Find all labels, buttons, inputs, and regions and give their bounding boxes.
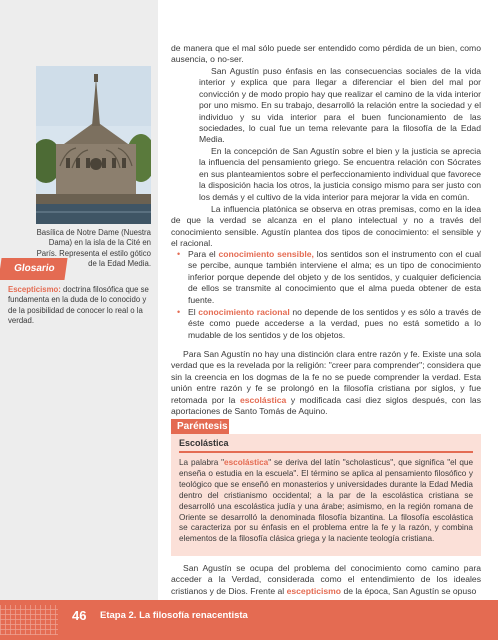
paragraph-6: San Agustín se ocupa del problema del conocimiento como camino para acceder a la Verdad, considerada como el entendimiento de los ideales cristianos y de Dios. Frente al escepticismo de la época, San Agustín se opuso: [171, 563, 481, 596]
paragraph-4: La influencia platónica se observa en otras premisas, como en la idea de que la verdad se alcanza en el plano intelectual y no a través del conocimiento sensible. Agustín plantea dos tipos de conocimiento: el sensible y el racional.: [171, 204, 481, 249]
footer-pattern: [0, 605, 58, 635]
parentesis-tab: Paréntesis: [171, 419, 229, 434]
bullet-marker: •: [177, 307, 181, 317]
glosario-definition: Escepticismo: doctrina filosófica que se fundamenta en la duda de lo conocido y de la posibilidad de conocer lo real o la verdad.: [8, 285, 149, 326]
bullet-marker: •: [177, 249, 181, 259]
notre-dame-photo: [36, 66, 151, 224]
paragraph-3: En la concepción de San Agustín sobre el bien y la justicia se aprecia la influencia del pensamiento griego. Se encuentra relación con Sócrates en sus planteamientos sobre el perfeccionamiento individual que favorece la disposición hacia los otros, la justicia consigo mismo para ser justo con los demás y el cultivo de la vida interior para mejorar la vida en común.: [199, 146, 481, 202]
footer-section-title: Etapa 2. La filosofía renacentista: [100, 610, 248, 621]
bullet-racional: El conocimiento racional no depende de los sentidos y es sólo a través de éste como puede accederse a la verdad, pues no está sometido a lo mudable de los sentidos y de los objetos.: [188, 307, 482, 340]
glosario-tab: Glosario: [0, 258, 68, 280]
paragraph-2: San Agustín puso énfasis en las consecuencias sociales de la vida interior y explica que para llegar a diferenciar el bien del mal por convicción y de modo propio hay que realizar el camino de la vida interior por uno mismo. En su trabajo, desarrolló la relación entre la sociedad y el individuo y su vida interior para el buen funcionamiento de las sociedades, lo cual fue un tema relevante para la filosofía de la Edad Media.: [199, 66, 481, 145]
parentesis-text: La palabra "escolástica" se deriva del latín "scholasticus", que significa "el que enseña o estudia en la escuela". El término se aplica al pensamiento filosófico y teológico que se enseñó en monasterios y universidades durante la Edad Media dentro del cristianismo occidental; a la par de la escolástica cristiana se desarrolló una escolástica judía y una árabe; asimismo, en la región romana de Oriente se desarrolló la denominada filosofía bizantina. La filosofía escolástica se caracteriza por su énfasis en el problema entre la fe y la razón, y combina elementos de la filosofía clásica griega y la naciente teología cristiana.: [179, 458, 473, 544]
bullet-sensible: Para el conocimiento sensible, los sentidos son el instrumento con el cual se percibe, aunque también interviene el alma; es un tipo de conocimiento inferior porque depende del objeto y de los sentidos, y cualquier deficiencia de ellos se transmite al conocimiento que el alma pueda obtener de esta fuente.: [188, 249, 482, 305]
photo-caption: Basílica de Notre Dame (Nuestra Dama) en la isla de la Cité en París. Representa el estilo gótico de la Edad Media.: [36, 228, 151, 269]
paragraph-5: Para San Agustín no hay una distinción clara entre razón y fe. Existe una sola verdad que es la revelada por la religión: "creer para comprender"; considera que sin la creencia en los dogmas de la fe no se puede comprender la verdad. Esta unión entre razón y fe se prolongó en la filosofía cristiana por siglos, y fue retomada por la escolástica y modificada casi diez siglos después, con las aportaciones de Santo Tomás de Aquino.: [171, 349, 481, 417]
parentesis-divider: [179, 451, 473, 453]
page-number: 46: [72, 608, 87, 623]
parentesis-title: Escolástica: [179, 438, 229, 448]
paragraph-1: de manera que el mal sólo puede ser entendido como pérdida de un bien, como ausencia, o no-ser.: [171, 43, 481, 65]
